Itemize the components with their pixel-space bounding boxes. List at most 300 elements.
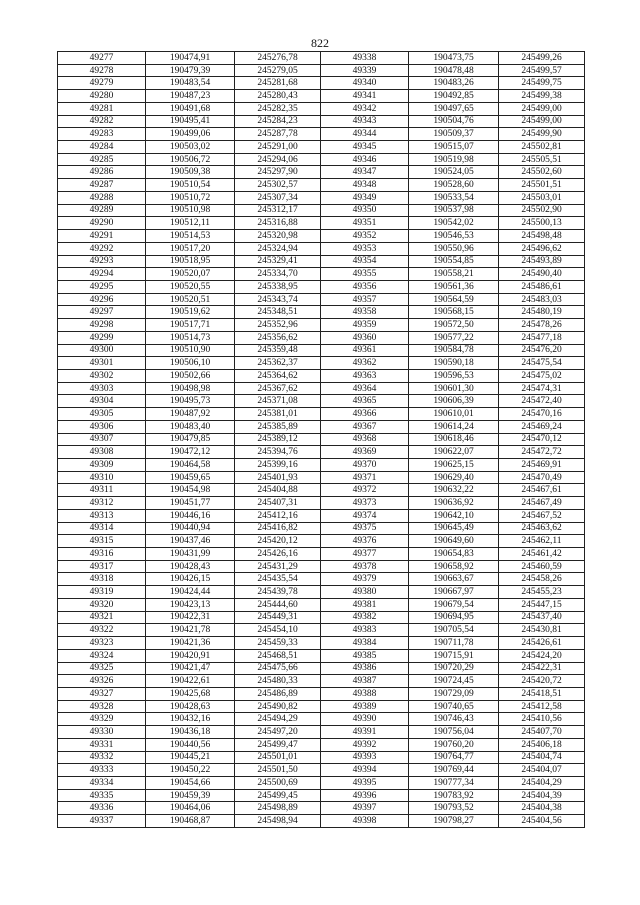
point-number-cell: 49312: [58, 497, 146, 510]
table-row: [58, 115, 585, 128]
table-row: [58, 471, 585, 484]
table-row: [58, 637, 585, 650]
y-coordinate-cell: 245467,52: [499, 509, 585, 522]
table-row: [58, 815, 585, 828]
point-number-cell: 49307: [58, 433, 146, 446]
point-number-cell: 49289: [58, 204, 146, 217]
point-number-cell: 49356: [321, 280, 409, 293]
y-coordinate-cell: 245291,00: [235, 141, 321, 154]
x-coordinate-cell: 190472,12: [146, 446, 235, 459]
y-coordinate-cell: 245362,37: [235, 357, 321, 370]
x-coordinate-cell: 190510,72: [146, 191, 235, 204]
y-coordinate-cell: 245501,01: [235, 751, 321, 764]
y-coordinate-cell: 245412,16: [235, 509, 321, 522]
y-coordinate-cell: 245463,62: [499, 522, 585, 535]
x-coordinate-cell: 190420,91: [146, 649, 235, 662]
y-coordinate-cell: 245401,93: [235, 471, 321, 484]
x-coordinate-cell: 190622,07: [409, 446, 499, 459]
table-row: [58, 153, 585, 166]
x-coordinate-cell: 190694,95: [409, 611, 499, 624]
point-number-cell: 49367: [321, 420, 409, 433]
x-coordinate-cell: 190756,04: [409, 726, 499, 739]
point-number-cell: 49373: [321, 497, 409, 510]
y-coordinate-cell: 245410,56: [499, 713, 585, 726]
point-number-cell: 49284: [58, 141, 146, 154]
x-coordinate-cell: 190451,77: [146, 497, 235, 510]
x-coordinate-cell: 190509,37: [409, 128, 499, 141]
x-coordinate-cell: 190440,56: [146, 738, 235, 751]
table-row: [58, 77, 585, 90]
table-row: [58, 433, 585, 446]
table-row: [58, 217, 585, 230]
y-coordinate-cell: 245364,62: [235, 369, 321, 382]
y-coordinate-cell: 245475,02: [499, 369, 585, 382]
x-coordinate-cell: 190506,72: [146, 153, 235, 166]
point-number-cell: 49302: [58, 369, 146, 382]
y-coordinate-cell: 245499,47: [235, 738, 321, 751]
x-coordinate-cell: 190746,43: [409, 713, 499, 726]
point-number-cell: 49379: [321, 573, 409, 586]
y-coordinate-cell: 245497,20: [235, 726, 321, 739]
page-number: 822: [311, 36, 329, 50]
x-coordinate-cell: 190421,47: [146, 662, 235, 675]
y-coordinate-cell: 245499,75: [499, 77, 585, 90]
point-number-cell: 49378: [321, 560, 409, 573]
x-coordinate-cell: 190715,91: [409, 649, 499, 662]
point-number-cell: 49278: [58, 64, 146, 77]
y-coordinate-cell: 245460,59: [499, 560, 585, 573]
y-coordinate-cell: 245279,05: [235, 64, 321, 77]
point-number-cell: 49290: [58, 217, 146, 230]
table-row: [58, 598, 585, 611]
point-number-cell: 49350: [321, 204, 409, 217]
point-number-cell: 49335: [58, 789, 146, 802]
y-coordinate-cell: 245426,16: [235, 548, 321, 561]
x-coordinate-cell: 190426,15: [146, 573, 235, 586]
x-coordinate-cell: 190667,97: [409, 586, 499, 599]
y-coordinate-cell: 245490,82: [235, 700, 321, 713]
x-coordinate-cell: 190596,53: [409, 369, 499, 382]
x-coordinate-cell: 190584,78: [409, 344, 499, 357]
y-coordinate-cell: 245480,33: [235, 675, 321, 688]
y-coordinate-cell: 245404,56: [499, 815, 585, 828]
point-number-cell: 49288: [58, 191, 146, 204]
y-coordinate-cell: 245472,72: [499, 446, 585, 459]
y-coordinate-cell: 245498,89: [235, 802, 321, 815]
y-coordinate-cell: 245394,76: [235, 446, 321, 459]
point-number-cell: 49320: [58, 598, 146, 611]
point-number-cell: 49326: [58, 675, 146, 688]
point-number-cell: 49352: [321, 230, 409, 243]
table-row: [58, 548, 585, 561]
table-row: [58, 166, 585, 179]
y-coordinate-cell: 245307,34: [235, 191, 321, 204]
x-coordinate-cell: 190436,18: [146, 726, 235, 739]
y-coordinate-cell: 245371,08: [235, 395, 321, 408]
x-coordinate-cell: 190518,95: [146, 255, 235, 268]
y-coordinate-cell: 245412,58: [499, 700, 585, 713]
x-coordinate-cell: 190437,46: [146, 535, 235, 548]
x-coordinate-cell: 190558,21: [409, 268, 499, 281]
point-number-cell: 49292: [58, 242, 146, 255]
y-coordinate-cell: 245469,24: [499, 420, 585, 433]
y-coordinate-cell: 245316,88: [235, 217, 321, 230]
y-coordinate-cell: 245499,90: [499, 128, 585, 141]
x-coordinate-cell: 190425,68: [146, 687, 235, 700]
x-coordinate-cell: 190423,13: [146, 598, 235, 611]
x-coordinate-cell: 190561,36: [409, 280, 499, 293]
y-coordinate-cell: 245297,90: [235, 166, 321, 179]
x-coordinate-cell: 190568,15: [409, 306, 499, 319]
x-coordinate-cell: 190514,73: [146, 331, 235, 344]
y-coordinate-cell: 245470,16: [499, 408, 585, 421]
table-row: [58, 789, 585, 802]
point-number-cell: 49349: [321, 191, 409, 204]
x-coordinate-cell: 190440,94: [146, 522, 235, 535]
point-number-cell: 49361: [321, 344, 409, 357]
y-coordinate-cell: 245461,42: [499, 548, 585, 561]
y-coordinate-cell: 245477,18: [499, 331, 585, 344]
table-row: [58, 255, 585, 268]
point-number-cell: 49362: [321, 357, 409, 370]
x-coordinate-cell: 190454,98: [146, 484, 235, 497]
x-coordinate-cell: 190428,43: [146, 560, 235, 573]
point-number-cell: 49369: [321, 446, 409, 459]
y-coordinate-cell: 245439,78: [235, 586, 321, 599]
point-number-cell: 49393: [321, 751, 409, 764]
y-coordinate-cell: 245480,19: [499, 306, 585, 319]
y-coordinate-cell: 245404,74: [499, 751, 585, 764]
x-coordinate-cell: 190649,60: [409, 535, 499, 548]
point-number-cell: 49348: [321, 179, 409, 192]
table-row: [58, 497, 585, 510]
x-coordinate-cell: 190711,78: [409, 637, 499, 650]
table-row: [58, 764, 585, 777]
y-coordinate-cell: 245422,31: [499, 662, 585, 675]
x-coordinate-cell: 190614,24: [409, 420, 499, 433]
point-number-cell: 49338: [321, 52, 409, 65]
x-coordinate-cell: 190720,29: [409, 662, 499, 675]
table-row: [58, 408, 585, 421]
table-row: [58, 509, 585, 522]
point-number-cell: 49304: [58, 395, 146, 408]
point-number-cell: 49294: [58, 268, 146, 281]
x-coordinate-cell: 190515,07: [409, 141, 499, 154]
x-coordinate-cell: 190577,22: [409, 331, 499, 344]
x-coordinate-cell: 190519,98: [409, 153, 499, 166]
y-coordinate-cell: 245478,26: [499, 319, 585, 332]
point-number-cell: 49323: [58, 637, 146, 650]
point-number-cell: 49391: [321, 726, 409, 739]
table-row: [58, 662, 585, 675]
point-number-cell: 49322: [58, 624, 146, 637]
x-coordinate-cell: 190769,44: [409, 764, 499, 777]
y-coordinate-cell: 245475,66: [235, 662, 321, 675]
point-number-cell: 49330: [58, 726, 146, 739]
x-coordinate-cell: 190705,54: [409, 624, 499, 637]
x-coordinate-cell: 190724,45: [409, 675, 499, 688]
point-number-cell: 49359: [321, 319, 409, 332]
x-coordinate-cell: 190629,40: [409, 471, 499, 484]
y-coordinate-cell: 245498,94: [235, 815, 321, 828]
y-coordinate-cell: 245475,54: [499, 357, 585, 370]
y-coordinate-cell: 245454,10: [235, 624, 321, 637]
x-coordinate-cell: 190487,92: [146, 408, 235, 421]
table-row: [58, 306, 585, 319]
point-number-cell: 49331: [58, 738, 146, 751]
x-coordinate-cell: 190606,39: [409, 395, 499, 408]
point-number-cell: 49303: [58, 382, 146, 395]
x-coordinate-cell: 190445,21: [146, 751, 235, 764]
y-coordinate-cell: 245472,40: [499, 395, 585, 408]
x-coordinate-cell: 190512,11: [146, 217, 235, 230]
x-coordinate-cell: 190510,98: [146, 204, 235, 217]
point-number-cell: 49334: [58, 776, 146, 789]
y-coordinate-cell: 245407,70: [499, 726, 585, 739]
point-number-cell: 49351: [321, 217, 409, 230]
point-number-cell: 49305: [58, 408, 146, 421]
table-row: [58, 522, 585, 535]
x-coordinate-cell: 190610,01: [409, 408, 499, 421]
x-coordinate-cell: 190422,31: [146, 611, 235, 624]
table-row: [58, 64, 585, 77]
point-number-cell: 49328: [58, 700, 146, 713]
point-number-cell: 49325: [58, 662, 146, 675]
y-coordinate-cell: 245338,95: [235, 280, 321, 293]
table-row: [58, 649, 585, 662]
x-coordinate-cell: 190431,99: [146, 548, 235, 561]
x-coordinate-cell: 190533,54: [409, 191, 499, 204]
x-coordinate-cell: 190517,20: [146, 242, 235, 255]
x-coordinate-cell: 190645,49: [409, 522, 499, 535]
x-coordinate-cell: 190504,76: [409, 115, 499, 128]
y-coordinate-cell: 245499,26: [499, 52, 585, 65]
point-number-cell: 49392: [321, 738, 409, 751]
point-number-cell: 49295: [58, 280, 146, 293]
x-coordinate-cell: 190473,75: [409, 52, 499, 65]
table-row: [58, 357, 585, 370]
table-row: [58, 713, 585, 726]
point-number-cell: 49396: [321, 789, 409, 802]
point-number-cell: 49286: [58, 166, 146, 179]
x-coordinate-cell: 190492,85: [409, 90, 499, 103]
y-coordinate-cell: 245426,61: [499, 637, 585, 650]
point-number-cell: 49277: [58, 52, 146, 65]
x-coordinate-cell: 190564,59: [409, 293, 499, 306]
y-coordinate-cell: 245499,00: [499, 102, 585, 115]
y-coordinate-cell: 245276,78: [235, 52, 321, 65]
x-coordinate-cell: 190520,07: [146, 268, 235, 281]
y-coordinate-cell: 245385,89: [235, 420, 321, 433]
table-row: [58, 573, 585, 586]
table-row: [58, 179, 585, 192]
table-row: [58, 535, 585, 548]
point-number-cell: 49299: [58, 331, 146, 344]
x-coordinate-cell: 190528,60: [409, 179, 499, 192]
y-coordinate-cell: 245420,72: [499, 675, 585, 688]
y-coordinate-cell: 245389,12: [235, 433, 321, 446]
y-coordinate-cell: 245499,45: [235, 789, 321, 802]
x-coordinate-cell: 190478,48: [409, 64, 499, 77]
x-coordinate-cell: 190464,06: [146, 802, 235, 815]
y-coordinate-cell: 245502,60: [499, 166, 585, 179]
y-coordinate-cell: 245435,54: [235, 573, 321, 586]
y-coordinate-cell: 245476,20: [499, 344, 585, 357]
y-coordinate-cell: 245418,51: [499, 687, 585, 700]
point-number-cell: 49384: [321, 637, 409, 650]
y-coordinate-cell: 245455,23: [499, 586, 585, 599]
x-coordinate-cell: 190509,38: [146, 166, 235, 179]
point-number-cell: 49308: [58, 446, 146, 459]
y-coordinate-cell: 245500,69: [235, 776, 321, 789]
table-row: [58, 687, 585, 700]
x-coordinate-cell: 190459,65: [146, 471, 235, 484]
coordinates-table: [57, 51, 585, 828]
y-coordinate-cell: 245493,89: [499, 255, 585, 268]
y-coordinate-cell: 245416,82: [235, 522, 321, 535]
x-coordinate-cell: 190468,87: [146, 815, 235, 828]
y-coordinate-cell: 245281,68: [235, 77, 321, 90]
y-coordinate-cell: 245399,16: [235, 459, 321, 472]
y-coordinate-cell: 245431,29: [235, 560, 321, 573]
y-coordinate-cell: 245469,91: [499, 459, 585, 472]
y-coordinate-cell: 245486,89: [235, 687, 321, 700]
y-coordinate-cell: 245437,40: [499, 611, 585, 624]
point-number-cell: 49388: [321, 687, 409, 700]
x-coordinate-cell: 190479,85: [146, 433, 235, 446]
point-number-cell: 49327: [58, 687, 146, 700]
y-coordinate-cell: 245352,96: [235, 319, 321, 332]
table-row: [58, 90, 585, 103]
x-coordinate-cell: 190459,39: [146, 789, 235, 802]
point-number-cell: 49363: [321, 369, 409, 382]
table-row: [58, 586, 585, 599]
table-row: [58, 726, 585, 739]
point-number-cell: 49282: [58, 115, 146, 128]
point-number-cell: 49336: [58, 802, 146, 815]
point-number-cell: 49297: [58, 306, 146, 319]
x-coordinate-cell: 190428,63: [146, 700, 235, 713]
x-coordinate-cell: 190760,20: [409, 738, 499, 751]
table-row: [58, 738, 585, 751]
point-number-cell: 49314: [58, 522, 146, 535]
table-row: [58, 459, 585, 472]
point-number-cell: 49301: [58, 357, 146, 370]
y-coordinate-cell: 245348,51: [235, 306, 321, 319]
x-coordinate-cell: 190590,18: [409, 357, 499, 370]
x-coordinate-cell: 190479,39: [146, 64, 235, 77]
table-row: [58, 751, 585, 764]
point-number-cell: 49346: [321, 153, 409, 166]
point-number-cell: 49342: [321, 102, 409, 115]
x-coordinate-cell: 190510,90: [146, 344, 235, 357]
x-coordinate-cell: 190464,58: [146, 459, 235, 472]
table-row: [58, 268, 585, 281]
y-coordinate-cell: 245458,26: [499, 573, 585, 586]
y-coordinate-cell: 245502,90: [499, 204, 585, 217]
point-number-cell: 49293: [58, 255, 146, 268]
table-row: [58, 611, 585, 624]
y-coordinate-cell: 245404,07: [499, 764, 585, 777]
y-coordinate-cell: 245367,62: [235, 382, 321, 395]
x-coordinate-cell: 190422,61: [146, 675, 235, 688]
point-number-cell: 49385: [321, 649, 409, 662]
point-number-cell: 49360: [321, 331, 409, 344]
point-number-cell: 49340: [321, 77, 409, 90]
table-row: [58, 675, 585, 688]
point-number-cell: 49355: [321, 268, 409, 281]
x-coordinate-cell: 190554,85: [409, 255, 499, 268]
x-coordinate-cell: 190520,55: [146, 280, 235, 293]
point-number-cell: 49387: [321, 675, 409, 688]
point-number-cell: 49313: [58, 509, 146, 522]
x-coordinate-cell: 190632,22: [409, 484, 499, 497]
point-number-cell: 49298: [58, 319, 146, 332]
point-number-cell: 49280: [58, 90, 146, 103]
x-coordinate-cell: 190729,09: [409, 687, 499, 700]
x-coordinate-cell: 190503,02: [146, 141, 235, 154]
point-number-cell: 49368: [321, 433, 409, 446]
x-coordinate-cell: 190663,67: [409, 573, 499, 586]
point-number-cell: 49318: [58, 573, 146, 586]
x-coordinate-cell: 190777,34: [409, 776, 499, 789]
y-coordinate-cell: 245499,57: [499, 64, 585, 77]
y-coordinate-cell: 245499,00: [499, 115, 585, 128]
table-row: [58, 191, 585, 204]
point-number-cell: 49281: [58, 102, 146, 115]
point-number-cell: 49383: [321, 624, 409, 637]
y-coordinate-cell: 245496,62: [499, 242, 585, 255]
x-coordinate-cell: 190421,78: [146, 624, 235, 637]
y-coordinate-cell: 245459,33: [235, 637, 321, 650]
y-coordinate-cell: 245287,78: [235, 128, 321, 141]
x-coordinate-cell: 190499,06: [146, 128, 235, 141]
x-coordinate-cell: 190510,54: [146, 179, 235, 192]
point-number-cell: 49333: [58, 764, 146, 777]
x-coordinate-cell: 190542,02: [409, 217, 499, 230]
x-coordinate-cell: 190740,65: [409, 700, 499, 713]
point-number-cell: 49395: [321, 776, 409, 789]
point-number-cell: 49306: [58, 420, 146, 433]
x-coordinate-cell: 190658,92: [409, 560, 499, 573]
y-coordinate-cell: 245505,51: [499, 153, 585, 166]
point-number-cell: 49279: [58, 77, 146, 90]
x-coordinate-cell: 190520,51: [146, 293, 235, 306]
point-number-cell: 49366: [321, 408, 409, 421]
y-coordinate-cell: 245470,12: [499, 433, 585, 446]
table-row: [58, 484, 585, 497]
x-coordinate-cell: 190491,68: [146, 102, 235, 115]
x-coordinate-cell: 190502,66: [146, 369, 235, 382]
y-coordinate-cell: 245494,29: [235, 713, 321, 726]
point-number-cell: 49357: [321, 293, 409, 306]
point-number-cell: 49377: [321, 548, 409, 561]
table-row: [58, 382, 585, 395]
y-coordinate-cell: 245467,49: [499, 497, 585, 510]
coordinates-table-body: [58, 52, 585, 828]
point-number-cell: 49337: [58, 815, 146, 828]
table-row: [58, 802, 585, 815]
table-row: [58, 624, 585, 637]
table-row: [58, 344, 585, 357]
table-row: [58, 395, 585, 408]
y-coordinate-cell: 245329,41: [235, 255, 321, 268]
point-number-cell: 49382: [321, 611, 409, 624]
y-coordinate-cell: 245430,81: [499, 624, 585, 637]
y-coordinate-cell: 245462,11: [499, 535, 585, 548]
y-coordinate-cell: 245467,61: [499, 484, 585, 497]
y-coordinate-cell: 245284,23: [235, 115, 321, 128]
